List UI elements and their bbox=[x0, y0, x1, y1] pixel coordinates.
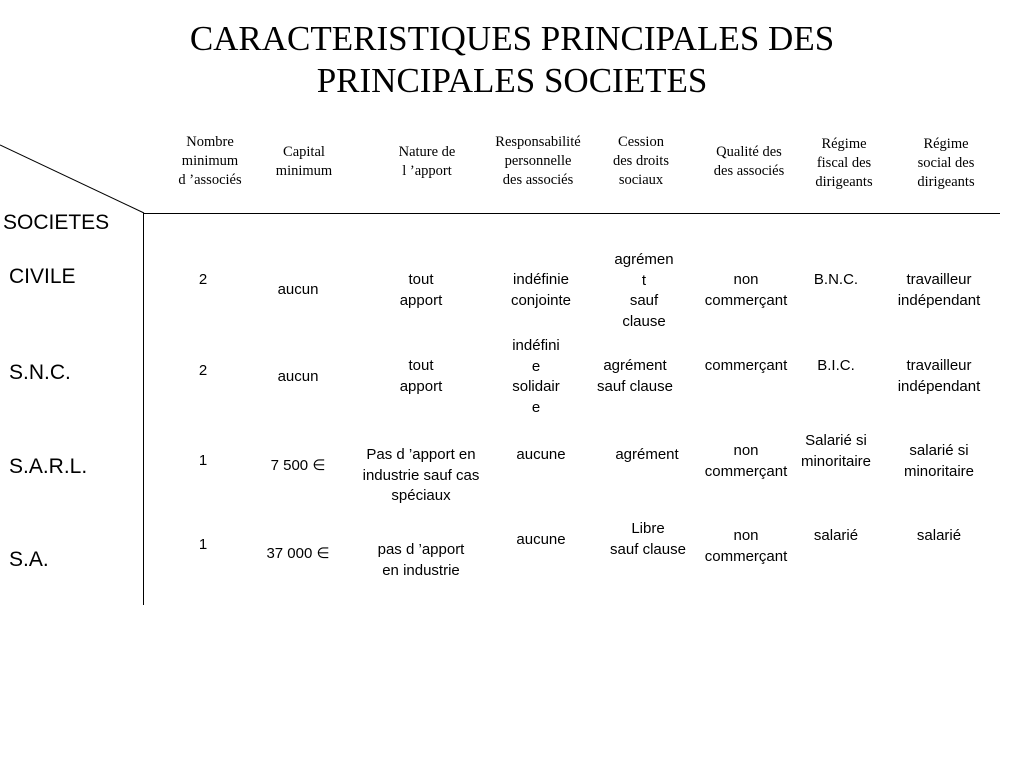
cell-sa-regime-social: salarié bbox=[916, 527, 962, 544]
title-line-1: CARACTERISTIQUES PRINCIPALES DES bbox=[189, 19, 835, 58]
cell-snc-nature: tout apport bbox=[399, 357, 443, 395]
row-label-snc: S.N.C. bbox=[9, 361, 71, 384]
cell-civile-qualite: non commerçant bbox=[704, 271, 788, 309]
column-header-cession-droits: Cession des droits sociaux bbox=[613, 134, 669, 188]
cell-snc-qualite: commerçant bbox=[704, 357, 788, 374]
column-header-regime-social: Régime social des dirigeants bbox=[917, 136, 975, 190]
column-header-nature-apport: Nature de l ’apport bbox=[398, 144, 456, 179]
column-header-regime-fiscal: Régime fiscal des dirigeants bbox=[815, 136, 873, 190]
cell-snc-cession: agrément sauf clause bbox=[597, 357, 673, 395]
cell-snc-capital: aucun bbox=[277, 368, 319, 385]
column-header-capital-minimum: Capital minimum bbox=[275, 144, 333, 179]
cell-snc-regime-social: travailleur indépendant bbox=[897, 357, 981, 395]
cell-sarl-capital: 7 500 ∈ bbox=[270, 457, 326, 474]
cell-civile-responsabilite: indéfinie conjointe bbox=[510, 271, 572, 309]
cell-civile-regime-fiscal: B.N.C. bbox=[813, 271, 859, 288]
cell-sa-cession: Libre sauf clause bbox=[610, 520, 686, 558]
cell-sarl-regime-social: salarié si minoritaire bbox=[903, 442, 975, 480]
cell-sarl-cession: agrément bbox=[615, 446, 679, 463]
corner-label: SOCIETES bbox=[3, 211, 110, 234]
cell-sarl-qualite: non commerçant bbox=[704, 442, 788, 480]
cell-snc-regime-fiscal: B.I.C. bbox=[817, 357, 855, 374]
title-line-2: PRINCIPALES SOCIETES bbox=[316, 61, 708, 100]
cell-sa-responsabilite: aucune bbox=[516, 531, 566, 548]
cell-snc-nombre: 2 bbox=[198, 362, 208, 379]
header-separator-line bbox=[144, 213, 1000, 214]
row-label-separator-line bbox=[143, 213, 144, 605]
cell-sarl-nature: Pas d ’apport en industrie sauf cas spéciaux bbox=[362, 446, 480, 504]
column-header-qualite-associes: Qualité des des associés bbox=[713, 144, 785, 179]
cell-civile-regime-social: travailleur indépendant bbox=[897, 271, 981, 309]
cell-sarl-regime-fiscal: Salarié si minoritaire bbox=[800, 432, 872, 470]
cell-civile-nature: tout apport bbox=[399, 271, 443, 309]
row-label-sarl: S.A.R.L. bbox=[9, 455, 88, 478]
cell-sa-regime-fiscal: salarié bbox=[813, 527, 859, 544]
cell-sa-capital: 37 000 ∈ bbox=[266, 545, 330, 562]
cell-sarl-nombre: 1 bbox=[198, 452, 208, 469]
cell-civile-nombre: 2 bbox=[198, 271, 208, 288]
column-header-nombre-minimum: Nombre minimum d ’associés bbox=[178, 134, 242, 188]
row-label-civile: CIVILE bbox=[9, 265, 76, 288]
cell-civile-capital: aucun bbox=[277, 281, 319, 298]
row-label-sa: S.A. bbox=[9, 548, 49, 571]
cell-sa-nature: pas d ’apport en industrie bbox=[377, 541, 465, 579]
column-header-responsabilite: Responsabilité personnelle des associés bbox=[495, 134, 581, 188]
cell-civile-cession: agrémen t sauf clause bbox=[614, 251, 674, 330]
cell-snc-responsabilite: indéfini e solidair e bbox=[512, 337, 560, 416]
cell-sa-nombre: 1 bbox=[198, 536, 208, 553]
cell-sa-qualite: non commerçant bbox=[704, 527, 788, 565]
cell-sarl-responsabilite: aucune bbox=[516, 446, 566, 463]
